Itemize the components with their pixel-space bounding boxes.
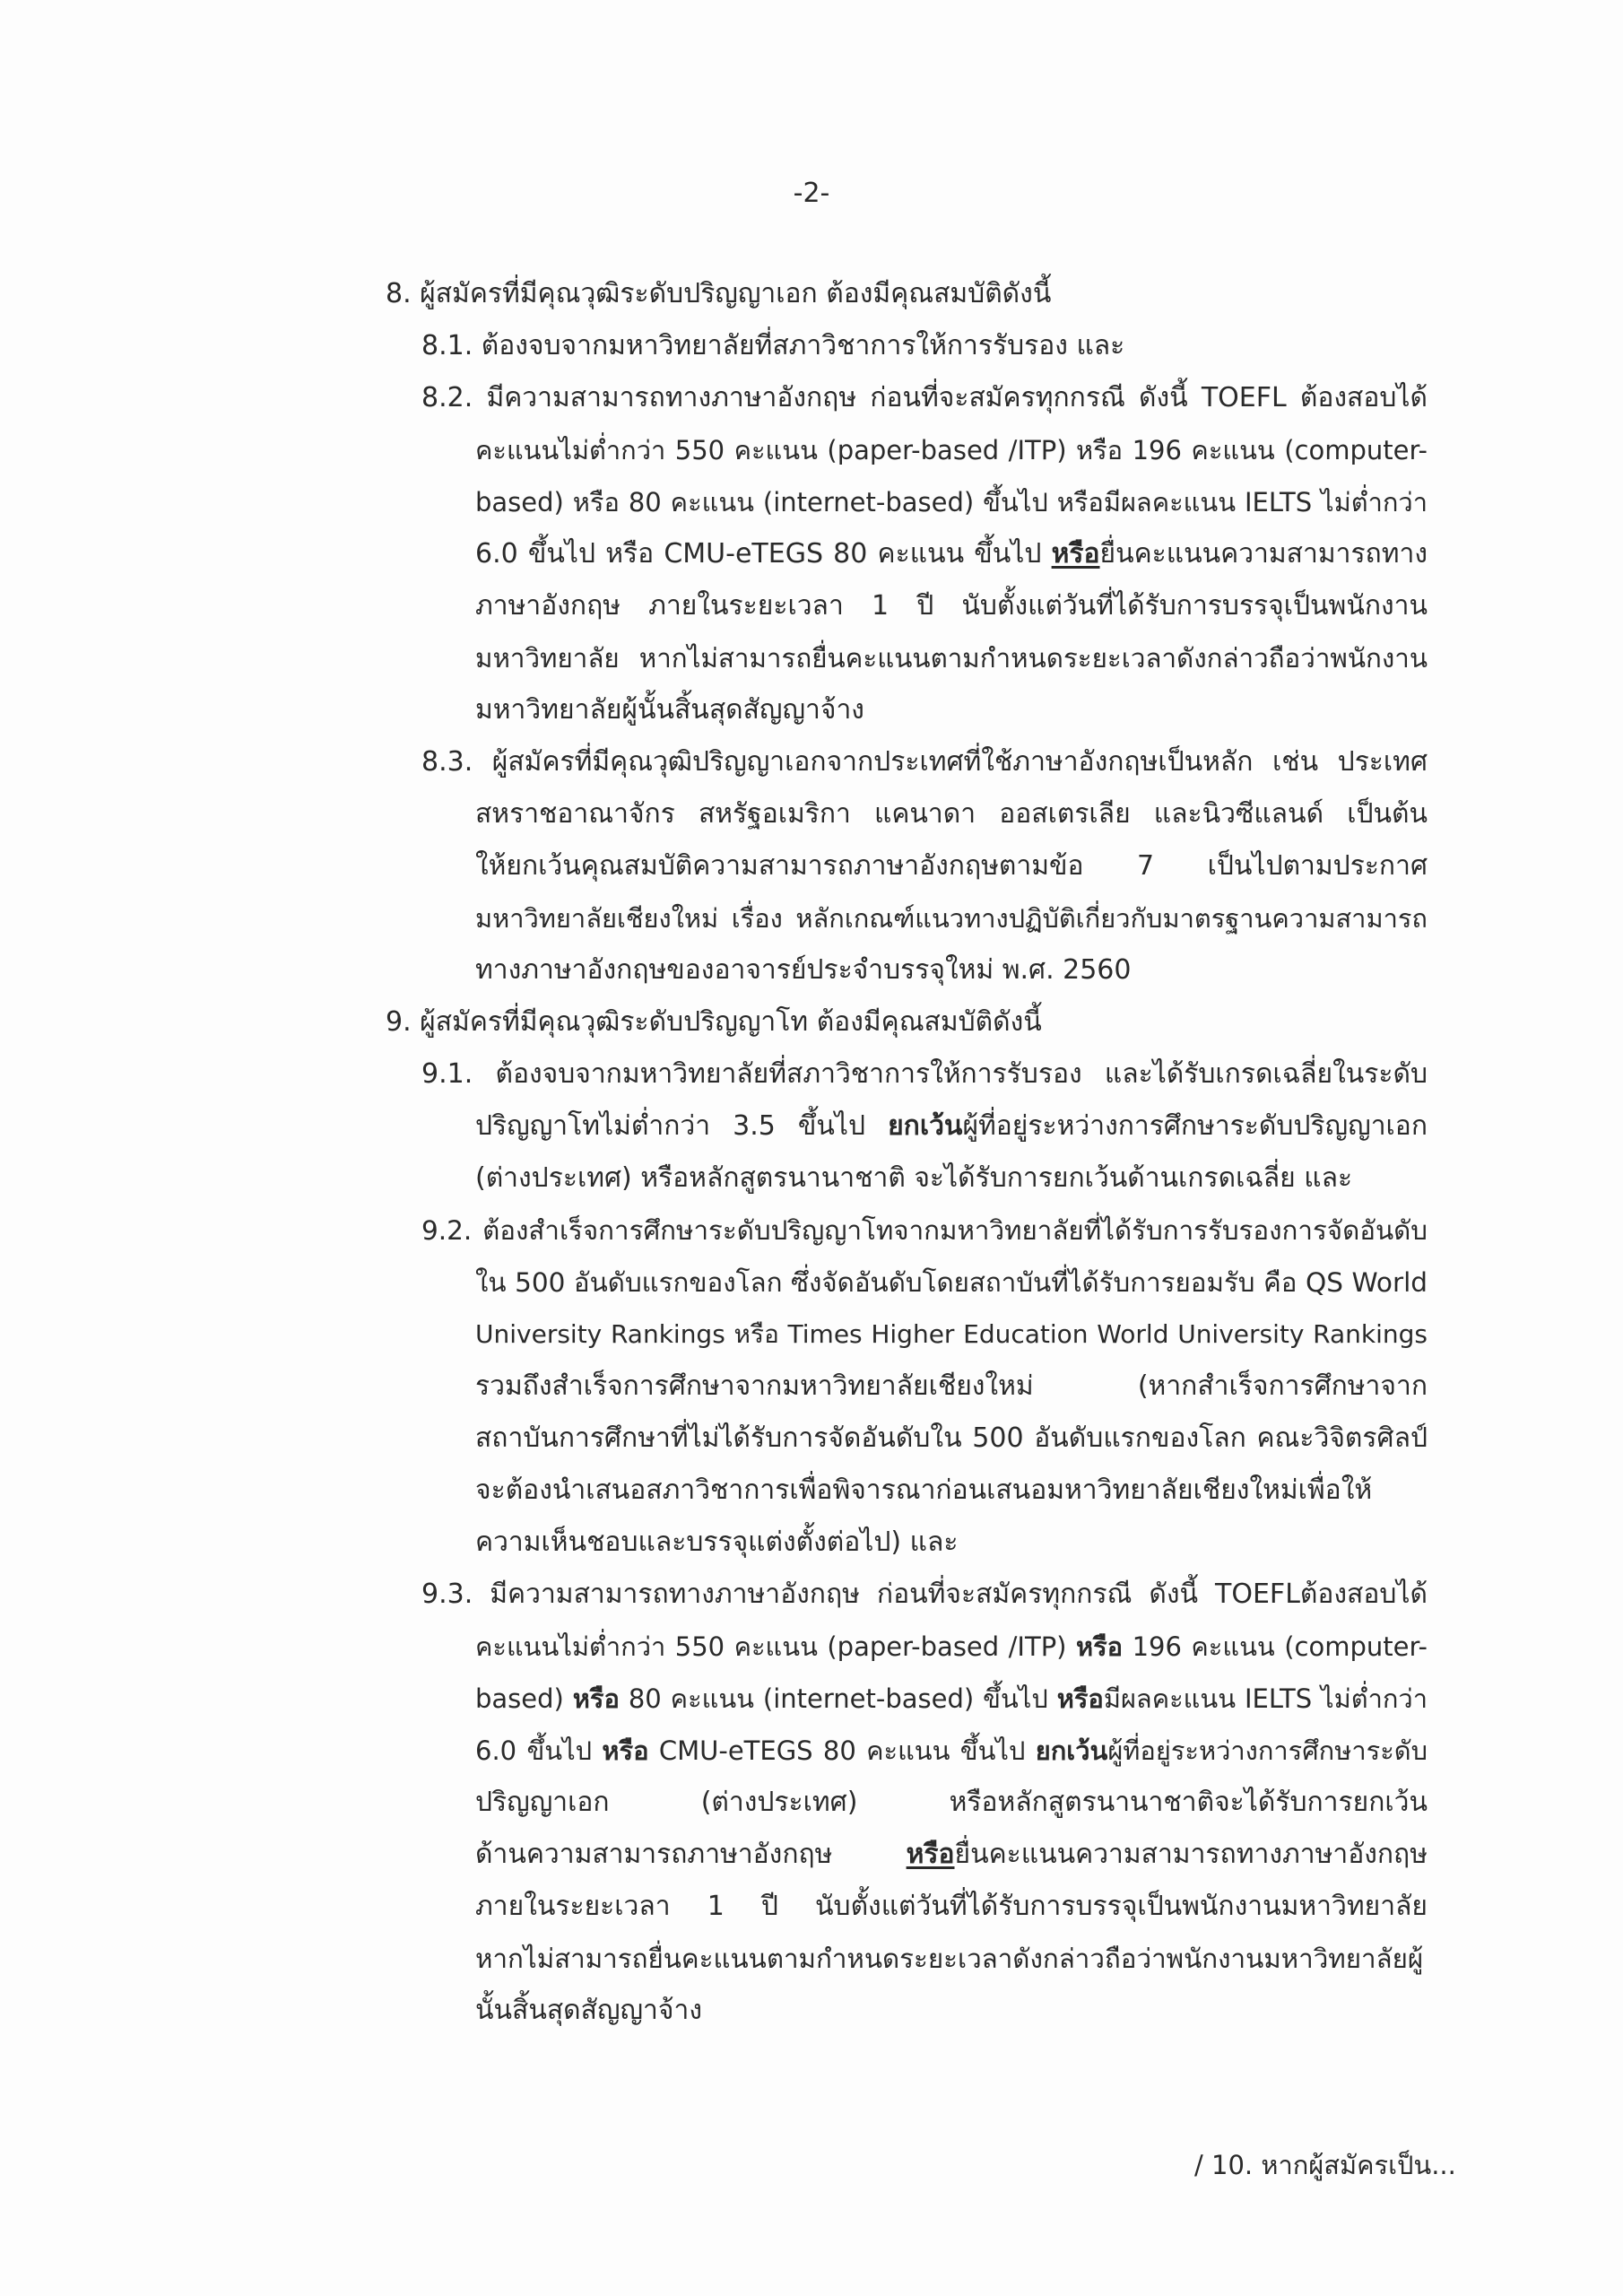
text-segment: 196 คะแนน (computer- (1123, 1631, 1428, 1662)
text-segment: มหาวิทยาลัยเชียงใหม่ เรื่อง หลักเกณฑ์แนวทางปฏิบัติเกี่ยวกับมาตรฐานความสามารถ (475, 903, 1428, 934)
text-line (475, 1525, 958, 1561)
text-segment: CMU-eTEGS 80 คะแนน ขึ้นไป (648, 1735, 1036, 1766)
emphasized-text: หรือ (906, 1839, 955, 1870)
text-segment: มหาวิทยาลัยผู้นั้นสิ้นสุดสัญญาจ้าง (475, 694, 864, 726)
text-line (386, 276, 1051, 312)
text-line (421, 1577, 1428, 1613)
text-segment: คะแนนไม่ต่ำกว่า 550 คะแนน (paper-based /ITP) (475, 1631, 1076, 1662)
text-segment: จะต้องนำเสนอสภาวิชาการเพื่อพิจารณาก่อนเสนอมหาวิทยาลัยเชียงใหม่เพื่อให้ (475, 1474, 1373, 1506)
text-segment: ภาษาอังกฤษ ภายในระยะเวลา 1 ปี นับตั้งแต่วันที่ได้รับการบรรจุเป็นพนักงาน (475, 590, 1428, 622)
text-segment: based) หรือ 80 คะแนน (internet-based) ขึ้นไป หรือมีผลคะแนน IELTS ไม่ต่ำกว่า (475, 487, 1428, 517)
text-line (475, 1733, 1428, 1769)
text-segment: สหราชอาณาจักร สหรัฐอเมริกา แคนาดา ออสเตรเลีย และนิวซีแลนด์ เป็นต้น (475, 798, 1428, 830)
text-segment: 80 คะแนน (internet-based) ขึ้นไป (619, 1683, 1057, 1714)
text-line (475, 1473, 1428, 1509)
text-segment: นั้นสิ้นสุดสัญญาจ้าง (475, 1995, 702, 2026)
text-segment: 8.1. ต้องจบจากมหาวิทยาลัยที่สภาวิชาการให้การรับรอง และ (421, 330, 1125, 361)
text-line (475, 1421, 1428, 1457)
text-line (421, 1213, 1428, 1248)
text-line (475, 1681, 1428, 1717)
text-segment: ภายในระยะเวลา 1 ปี นับตั้งแต่วันที่ได้รับการบรรจุเป็นพนักงานมหาวิทยาลัย (475, 1891, 1428, 1922)
text-segment: 6.0 ขึ้นไป หรือ CMU-eTEGS 80 คะแนน ขึ้นไป (475, 538, 1052, 570)
text-segment: ความเห็นชอบและบรรจุแต่งตั้งต่อไป) และ (475, 1526, 959, 1558)
text-segment: 9.1. ต้องจบจากมหาวิทยาลัยที่สภาวิชาการให้การรับรอง และได้รับเกรดเฉลี่ยในระดับ (421, 1058, 1428, 1090)
text-line (475, 536, 1428, 572)
emphasized-text: ยกเว้น (888, 1110, 963, 1142)
text-line (475, 1265, 1428, 1300)
emphasized-text: หรือ (602, 1735, 649, 1766)
text-segment: ให้ยกเว้นคุณสมบัติความสามารถภาษาอังกฤษตามข้อ 7 เป็นไปตามประกาศ (475, 850, 1428, 882)
continuation-footer: / 10. หากผู้สมัครเป็น... (1194, 2150, 1456, 2180)
text-line (475, 1837, 1428, 1873)
text-line (475, 1161, 1352, 1196)
text-line (421, 1057, 1428, 1092)
text-segment: (ต่างประเทศ) หรือหลักสูตรนานาชาติ จะได้รับการยกเว้นด้านเกรดเฉลี่ย และ (475, 1162, 1353, 1194)
emphasized-text: ยกเว้น (1035, 1735, 1108, 1766)
text-segment: ผู้ที่อยู่ระหว่างการศึกษาระดับปริญญาเอก (962, 1110, 1428, 1142)
text-line (475, 1317, 1428, 1352)
text-line (475, 1941, 1428, 1977)
emphasized-text: หรือ (1051, 538, 1100, 570)
text-segment: 8.2. มีความสามารถทางภาษาอังกฤษ ก่อนที่จะสมัครทุกกรณี ดังนี้ TOEFL ต้องสอบได้ (421, 382, 1428, 413)
text-line (475, 484, 1428, 520)
text-line (475, 692, 864, 728)
text-segment: มหาวิทยาลัย หากไม่สามารถยื่นคะแนนตามกำหนดระยะเวลาดังกล่าวถือว่าพนักงาน (475, 643, 1428, 674)
text-segment: มีผลคะแนน IELTS ไม่ต่ำกว่า (1103, 1683, 1428, 1714)
text-line (475, 640, 1428, 676)
text-line (421, 328, 1124, 364)
text-line (421, 744, 1428, 780)
text-line (475, 900, 1428, 936)
text-segment: ด้านความสามารถภาษาอังกฤษ (475, 1839, 907, 1870)
text-segment: ทางภาษาอังกฤษของอาจารย์ประจำบรรจุใหม่ พ.ศ. 2560 (475, 954, 1132, 986)
text-line (475, 796, 1428, 832)
text-segment: University Rankings หรือ Times Higher Education World University Rankings (475, 1319, 1428, 1349)
text-segment: 8.3. ผู้สมัครที่มีคุณวุฒิปริญญาเอกจากประเทศที่ใช้ภาษาอังกฤษเป็นหลัก เช่น ประเทศ (421, 746, 1428, 778)
emphasized-text: หรือ (1075, 1631, 1124, 1662)
text-segment: 6.0 ขึ้นไป (475, 1735, 603, 1766)
text-segment: ปริญญาโทไม่ต่ำกว่า 3.5 ขึ้นไป (475, 1110, 889, 1142)
text-segment: 9.2. ต้องสำเร็จการศึกษาระดับปริญญาโทจากมหาวิทยาลัยที่ได้รับการรับรองการจัดอันดับ (421, 1215, 1428, 1246)
text-segment: 9. ผู้สมัครที่มีคุณวุฒิระดับปริญญาโท ต้องมีคุณสมบัติดังนี้ (386, 1006, 1042, 1038)
text-segment: ยื่นคะแนนความสามารถทาง (1099, 538, 1428, 570)
text-line (475, 1889, 1428, 1925)
text-line (386, 1004, 1042, 1040)
text-line (475, 1109, 1428, 1144)
text-line (475, 1369, 1428, 1405)
page-number: -2- (793, 178, 830, 209)
text-line (475, 1785, 1428, 1821)
text-segment: คะแนนไม่ต่ำกว่า 550 คะแนน (paper-based /ITP) หรือ 196 คะแนน (computer- (475, 435, 1428, 465)
text-segment: ใน 500 อันดับแรกของโลก ซึ่งจัดอันดับโดยสถาบันที่ได้รับการยอมรับ คือ QS World (475, 1267, 1428, 1298)
text-segment: based) (475, 1683, 573, 1714)
text-line (475, 848, 1428, 884)
text-segment: 8. ผู้สมัครที่มีคุณวุฒิระดับปริญญาเอก ต้องมีคุณสมบัติดังนี้ (386, 278, 1052, 309)
text-segment: หากไม่สามารถยื่นคะแนนตามกำหนดระยะเวลาดังกล่าวถือว่าพนักงานมหาวิทยาลัยผู้ (475, 1944, 1424, 1974)
text-segment: รวมถึงสำเร็จการศึกษาจากมหาวิทยาลัยเชียงใหม่ (หากสำเร็จการศึกษาจาก (475, 1370, 1428, 1402)
text-line (475, 1629, 1428, 1665)
text-line (475, 952, 1131, 988)
emphasized-text: หรือ (1056, 1683, 1104, 1714)
text-segment: ผู้ที่อยู่ระหว่างการศึกษาระดับ (1107, 1735, 1428, 1766)
text-line (475, 588, 1428, 624)
text-segment: ปริญญาเอก (ต่างประเทศ) หรือหลักสูตรนานาชาติจะได้รับการยกเว้น (475, 1787, 1428, 1818)
text-line (421, 380, 1428, 416)
text-line (475, 1993, 702, 2029)
text-segment: สถาบันการศึกษาที่ไม่ได้รับการจัดอันดับใน 500 อันดับแรกของโลก คณะวิจิตรศิลป์ (475, 1422, 1428, 1454)
text-line (475, 432, 1428, 468)
text-segment: 9.3. มีความสามารถทางภาษาอังกฤษ ก่อนที่จะสมัครทุกกรณี ดังนี้ TOEFLต้องสอบได้ (421, 1578, 1428, 1610)
text-segment: ยื่นคะแนนความสามารถทางภาษาอังกฤษ (954, 1839, 1428, 1870)
emphasized-text: หรือ (572, 1683, 620, 1714)
